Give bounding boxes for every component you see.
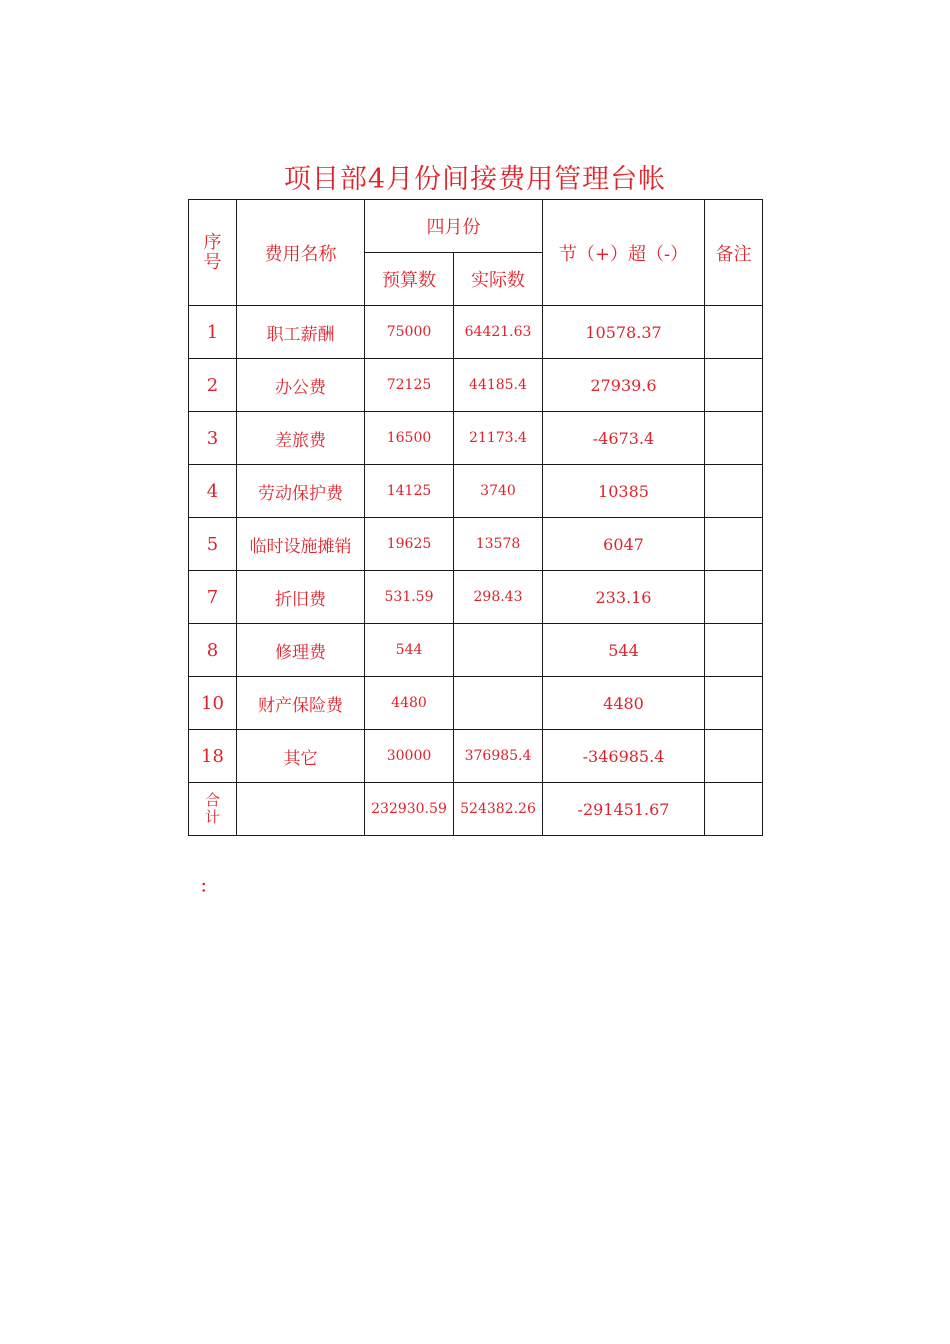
row-budget: 16500 xyxy=(365,412,454,465)
table-row xyxy=(189,306,763,359)
header-month-group: 四月份 xyxy=(365,200,543,253)
table-row xyxy=(189,730,763,783)
row-remark xyxy=(705,624,763,677)
header-index: 序 号 xyxy=(189,200,237,306)
row-budget: 75000 xyxy=(365,306,454,359)
row-index: 10 xyxy=(189,677,237,730)
table-row xyxy=(189,624,763,677)
row-remark xyxy=(705,518,763,571)
row-name: 临时设施摊销 xyxy=(237,518,365,571)
row-actual: 64421.63 xyxy=(454,306,543,359)
document-title: 项目部4月份间接费用管理台帐 xyxy=(283,164,667,195)
row-remark xyxy=(705,730,763,783)
row-remark xyxy=(705,359,763,412)
table-row xyxy=(189,359,763,412)
row-name: 差旅费 xyxy=(237,412,365,465)
row-name: 职工薪酬 xyxy=(237,306,365,359)
row-variance: -4673.4 xyxy=(543,412,705,465)
total-actual: 524382.26 xyxy=(454,783,543,836)
row-variance: 27939.6 xyxy=(543,359,705,412)
row-index: 1 xyxy=(189,306,237,359)
row-index: 2 xyxy=(189,359,237,412)
row-actual: 376985.4 xyxy=(454,730,543,783)
row-index: 5 xyxy=(189,518,237,571)
row-actual: 13578 xyxy=(454,518,543,571)
row-remark xyxy=(705,306,763,359)
row-budget: 30000 xyxy=(365,730,454,783)
row-remark xyxy=(705,677,763,730)
row-variance: 4480 xyxy=(543,677,705,730)
row-actual: 44185.4 xyxy=(454,359,543,412)
row-budget: 544 xyxy=(365,624,454,677)
row-variance: 6047 xyxy=(543,518,705,571)
total-variance: -291451.67 xyxy=(543,783,705,836)
table-row xyxy=(189,677,763,730)
row-budget: 4480 xyxy=(365,677,454,730)
footnote-mark: ： xyxy=(200,877,217,896)
row-index: 4 xyxy=(189,465,237,518)
table-row xyxy=(189,412,763,465)
row-variance: 544 xyxy=(543,624,705,677)
row-name: 修理费 xyxy=(237,624,365,677)
row-actual: 21173.4 xyxy=(454,412,543,465)
row-budget: 531.59 xyxy=(365,571,454,624)
row-variance: 10385 xyxy=(543,465,705,518)
row-name: 其它 xyxy=(237,730,365,783)
row-variance: -346985.4 xyxy=(543,730,705,783)
row-variance: 233.16 xyxy=(543,571,705,624)
row-actual: 298.43 xyxy=(454,571,543,624)
row-budget: 14125 xyxy=(365,465,454,518)
row-actual xyxy=(454,677,543,730)
row-budget: 72125 xyxy=(365,359,454,412)
total-row xyxy=(189,783,763,836)
row-remark xyxy=(705,412,763,465)
header-remark: 备注 xyxy=(705,200,763,306)
row-index: 18 xyxy=(189,730,237,783)
row-name: 办公费 xyxy=(237,359,365,412)
header-name: 费用名称 xyxy=(237,200,365,306)
row-remark xyxy=(705,571,763,624)
row-index: 7 xyxy=(189,571,237,624)
header-variance: 节（+）超（-） xyxy=(543,200,705,306)
total-budget: 232930.59 xyxy=(365,783,454,836)
row-index: 3 xyxy=(189,412,237,465)
table-row xyxy=(189,571,763,624)
header-actual: 实际数 xyxy=(454,253,543,306)
table-row xyxy=(189,465,763,518)
row-budget: 19625 xyxy=(365,518,454,571)
header-budget: 预算数 xyxy=(365,253,454,306)
total-remark xyxy=(705,783,763,836)
total-label: 合 计 xyxy=(189,783,237,836)
row-name: 劳动保护费 xyxy=(237,465,365,518)
row-name: 财产保险费 xyxy=(237,677,365,730)
row-remark xyxy=(705,465,763,518)
expense-ledger-table xyxy=(188,199,763,836)
row-index: 8 xyxy=(189,624,237,677)
total-name xyxy=(237,783,365,836)
table-row xyxy=(189,518,763,571)
row-name: 折旧费 xyxy=(237,571,365,624)
row-actual: 3740 xyxy=(454,465,543,518)
row-variance: 10578.37 xyxy=(543,306,705,359)
row-actual xyxy=(454,624,543,677)
